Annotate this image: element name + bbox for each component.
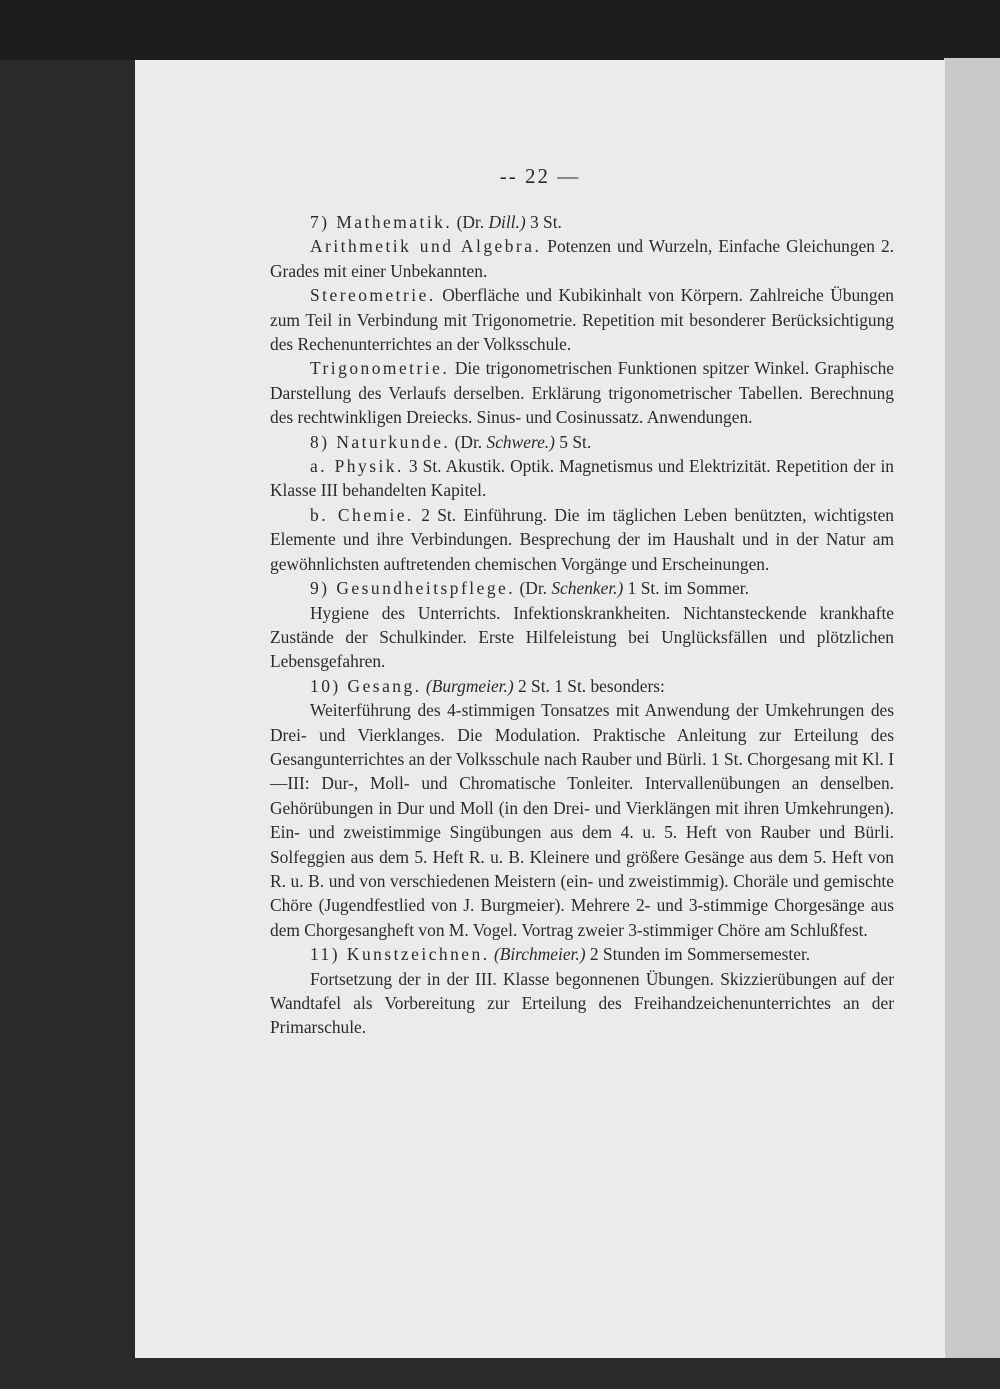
section-mathematik: 7) Mathematik. (Dr. Dill.) 3 St. [310, 212, 562, 232]
adjacent-page-edge [944, 58, 1000, 1358]
section-naturkunde: 8) Naturkunde. (Dr. Schwere.) 5 St. [310, 431, 592, 452]
section-gesundheitspflege: 9) Gesundheitspflege. (Dr. Schenker.) 1 St. im Sommer. [310, 578, 749, 599]
page-text [270, 210, 894, 1040]
paragraph-trigonometrie: Trigonometrie. Die trigonometrischen Funktionen spitzer Winkel. Graphische Darstellung des Verlaufs derselben. Erklärung trigonometrischer Tabellen. Berechnung des rechtwinkligen Dreiecks. Sinus- und Cosinussatz. Anwendungen. [270, 358, 894, 428]
paragraph-chemie: b. Chemie. 2 St. Einführung. Die im täglichen Leben benützten, wichtigsten Elemente und ihre Verbindungen. Besprechung der im Haushalt und in der Natur am gewöhnlichsten auftretenden chemischen Vorgänge und Erscheinungen. [270, 504, 894, 574]
section-gesang: 10) Gesang. (Burgmeier.) 2 St. 1 St. besonders: [310, 675, 665, 696]
book-page [135, 60, 945, 1358]
paragraph-hygiene: Hygiene des Unterrichts. Infektionskrankheiten. Nichtansteckende krankhafte Zustände der Schulkinder. Erste Hilfeleistung bei Unglücksfällen und plötzlichen Lebensgefahren. [270, 602, 894, 672]
scan-background [0, 0, 1000, 60]
paragraph-arithmetik: Arithmetik und Algebra. Potenzen und Wurzeln, Einfache Gleichungen 2. Grades mit einer Unbekannten. [270, 236, 894, 281]
paragraph-stereometrie: Stereometrie. Oberfläche und Kubikinhalt von Körpern. Zahlreiche Übungen zum Teil in Verbindung mit Trigonometrie. Repetition mit besonderer Berücksichtigung des Rechenunterrichtes an der Volksschule. [270, 285, 894, 355]
paragraph-physik: a. Physik. 3 St. Akustik. Optik. Magnetismus und Elektrizität. Repetition der in Klasse III behandelten Kapitel. [270, 456, 895, 501]
paragraph-kunstzeichnen-body: Fortsetzung der in der III. Klasse begonnenen Übungen. Skizzierübungen auf der Wandtafel als Vorbereitung zur Erteilung des Freihandzeichenunterrichtes an der Primarschule. [270, 968, 894, 1038]
section-kunstzeichnen: 11) Kunstzeichnen. (Birchmeier.) 2 Stunden im Sommersemester. [310, 944, 811, 965]
page-number: -- 22 — [499, 164, 581, 188]
paragraph-gesang-body: Weiterführung des 4-stimmigen Tonsatzes mit Anwendung der Umkehrungen des Drei- und Vierklanges. Die Modulation. Praktische Anleitung zur Erteilung des Gesangunterrichtes an der Volksschule nach Rauber und Bürli. 1 St. Chorgesang mit Kl. I—III: Dur-, Moll- und Chromatische Tonleiter. Intervallenübungen an denselben. Gehörübungen in Dur und Moll (in den Drei- und Vierklängen mit ihren Umkehrungen). Ein- und zweistimmige Singübungen aus dem 4. u. 5. Heft von Rauber und Bürli. Solfeggien aus dem 5. Heft R. u. B. Kleinere und größere Gesänge aus dem 5. Heft von R. u. B. und von verschiedenen Meistern (ein- und zweistimmig). Choräle und gemischte Chöre (Jugendfestlied von J. Burgmeier). Mehrere 2- und 3-stimmige Chorgesänge aus dem Chorgesangheft von M. Vogel. Vortrag zweier 3-stimmiger Chöre am Schlußfest. [270, 700, 894, 940]
